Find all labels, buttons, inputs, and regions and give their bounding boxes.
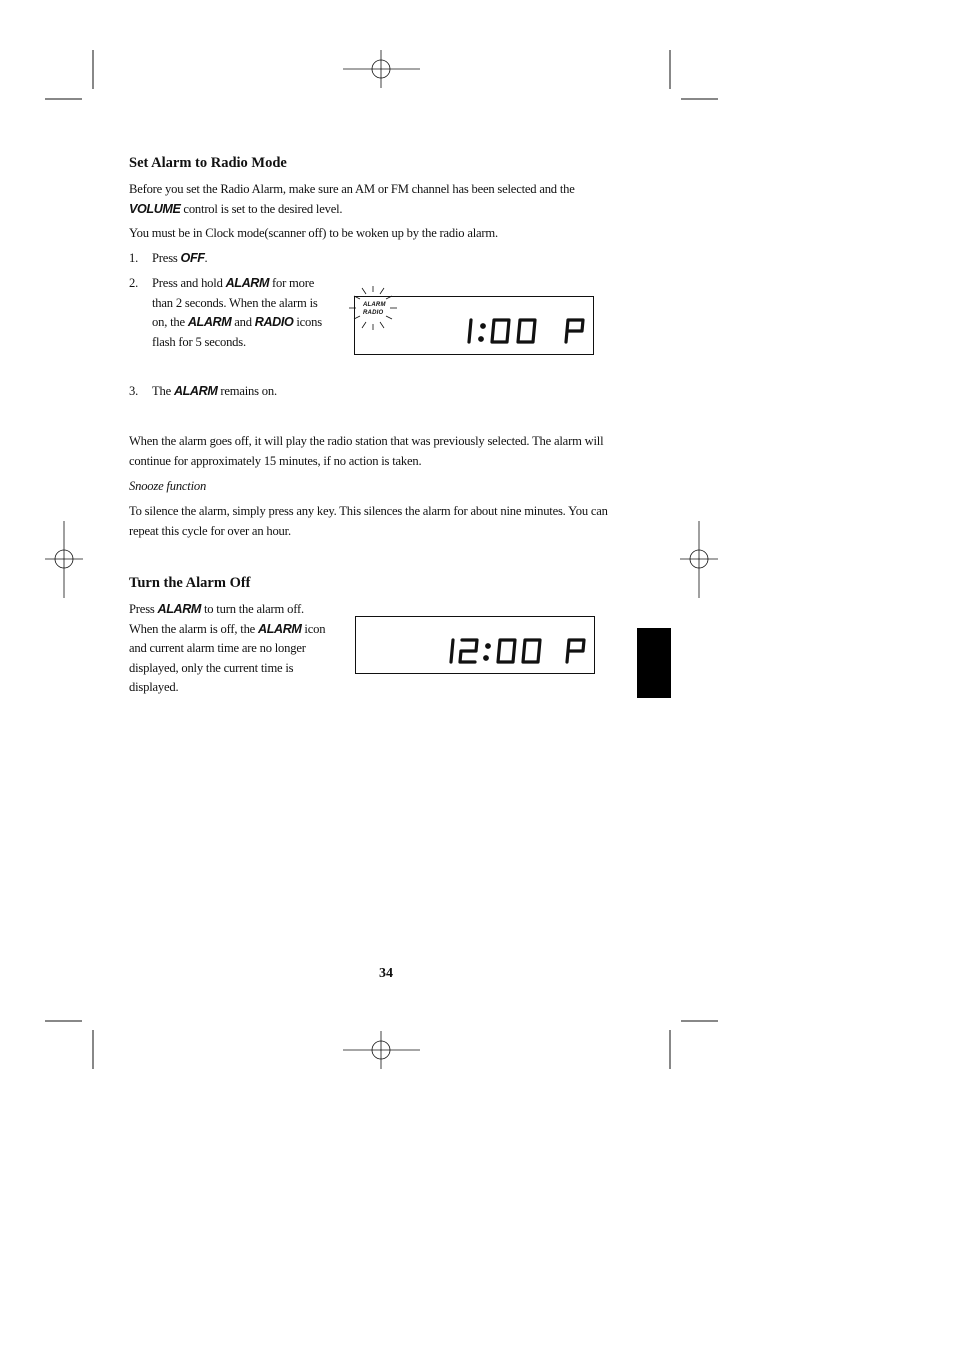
- step2-text-d: and: [231, 315, 255, 329]
- radio-key: RADIO: [254, 315, 294, 329]
- step2-text-e: icons: [293, 315, 322, 329]
- step3-text-a: The: [152, 384, 174, 398]
- radio-lcd-icon: RADIO: [363, 310, 384, 316]
- off-line-1a: Press: [129, 602, 158, 616]
- goes-off-line-1: When the alarm goes off, it will play the radio station that was previously selected. The alarm will: [129, 434, 604, 448]
- step2-line-2: than 2 seconds. When the alarm is: [152, 295, 318, 310]
- alarm-key: ALARM: [225, 276, 270, 290]
- alarm-goes-off-paragraph: [129, 432, 649, 471]
- off-line-1b: to turn the alarm off.: [201, 602, 304, 616]
- step-2-text: [152, 274, 347, 352]
- page-number: 34: [379, 966, 393, 981]
- off-line-2a: When the alarm is off, the: [129, 621, 259, 636]
- off-line-5: displayed.: [129, 680, 179, 694]
- off-line-4: displayed, only the current time is: [129, 660, 294, 675]
- intro1-text-b: control is set to the desired level.: [180, 201, 343, 216]
- intro-paragraph-2: You must be in Clock mode(scanner off) to be woken up by the radio alarm.: [129, 226, 498, 240]
- step-1-number: 1.: [129, 251, 139, 265]
- step2-line-4: flash for 5 seconds.: [152, 334, 246, 349]
- step1-text-a: Press: [152, 251, 181, 265]
- step2-text-a: Press and hold: [152, 276, 226, 290]
- snooze-line-2: repeat this cycle for over an hour.: [129, 523, 291, 538]
- off-line-2b: icon: [301, 621, 326, 636]
- alarm-key: ALARM: [187, 315, 232, 329]
- lcd-display-alarm-radio: [354, 296, 594, 355]
- step-1-text: [152, 249, 207, 269]
- alarm-key: ALARM: [173, 384, 218, 398]
- off-line-3: and current alarm time are no longer: [129, 641, 306, 655]
- heading-set-alarm-radio-mode: Set Alarm to Radio Mode: [129, 155, 287, 171]
- lcd-time-digits: [354, 296, 594, 355]
- alarm-key: ALARM: [157, 602, 202, 616]
- lcd-time-digits: [355, 616, 595, 674]
- alarm-key: ALARM: [258, 621, 302, 636]
- goes-off-line-2: continue for approximately 15 minutes, if no action is taken.: [129, 453, 422, 468]
- turn-off-paragraph: [129, 600, 344, 698]
- section-thumb-tab: [637, 628, 671, 698]
- lcd-display-time-only: [355, 616, 595, 674]
- snooze-function-label: Snooze function: [129, 479, 207, 493]
- step3-text-b: remains on.: [217, 384, 277, 398]
- step1-text-b: .: [204, 251, 208, 265]
- step-3-text: [152, 382, 277, 402]
- step-3-number: 3.: [129, 384, 139, 398]
- step2-text-c: on, the: [152, 315, 188, 329]
- step-2-number: 2.: [129, 276, 139, 290]
- alarm-lcd-icon: ALARM: [363, 302, 386, 308]
- off-key: OFF: [180, 251, 205, 265]
- intro1-text-a: Before you set the Radio Alarm, make sure an AM or FM channel has been selected and the: [129, 182, 575, 196]
- snooze-line-1: To silence the alarm, simply press any key. This silences the alarm for about nine minutes. You can: [129, 504, 608, 518]
- volume-key: VOLUME: [129, 201, 181, 216]
- heading-turn-alarm-off: Turn the Alarm Off: [129, 575, 251, 591]
- intro-paragraph-1: [129, 180, 649, 219]
- snooze-paragraph: [129, 502, 649, 541]
- step2-text-b: for more: [269, 276, 315, 290]
